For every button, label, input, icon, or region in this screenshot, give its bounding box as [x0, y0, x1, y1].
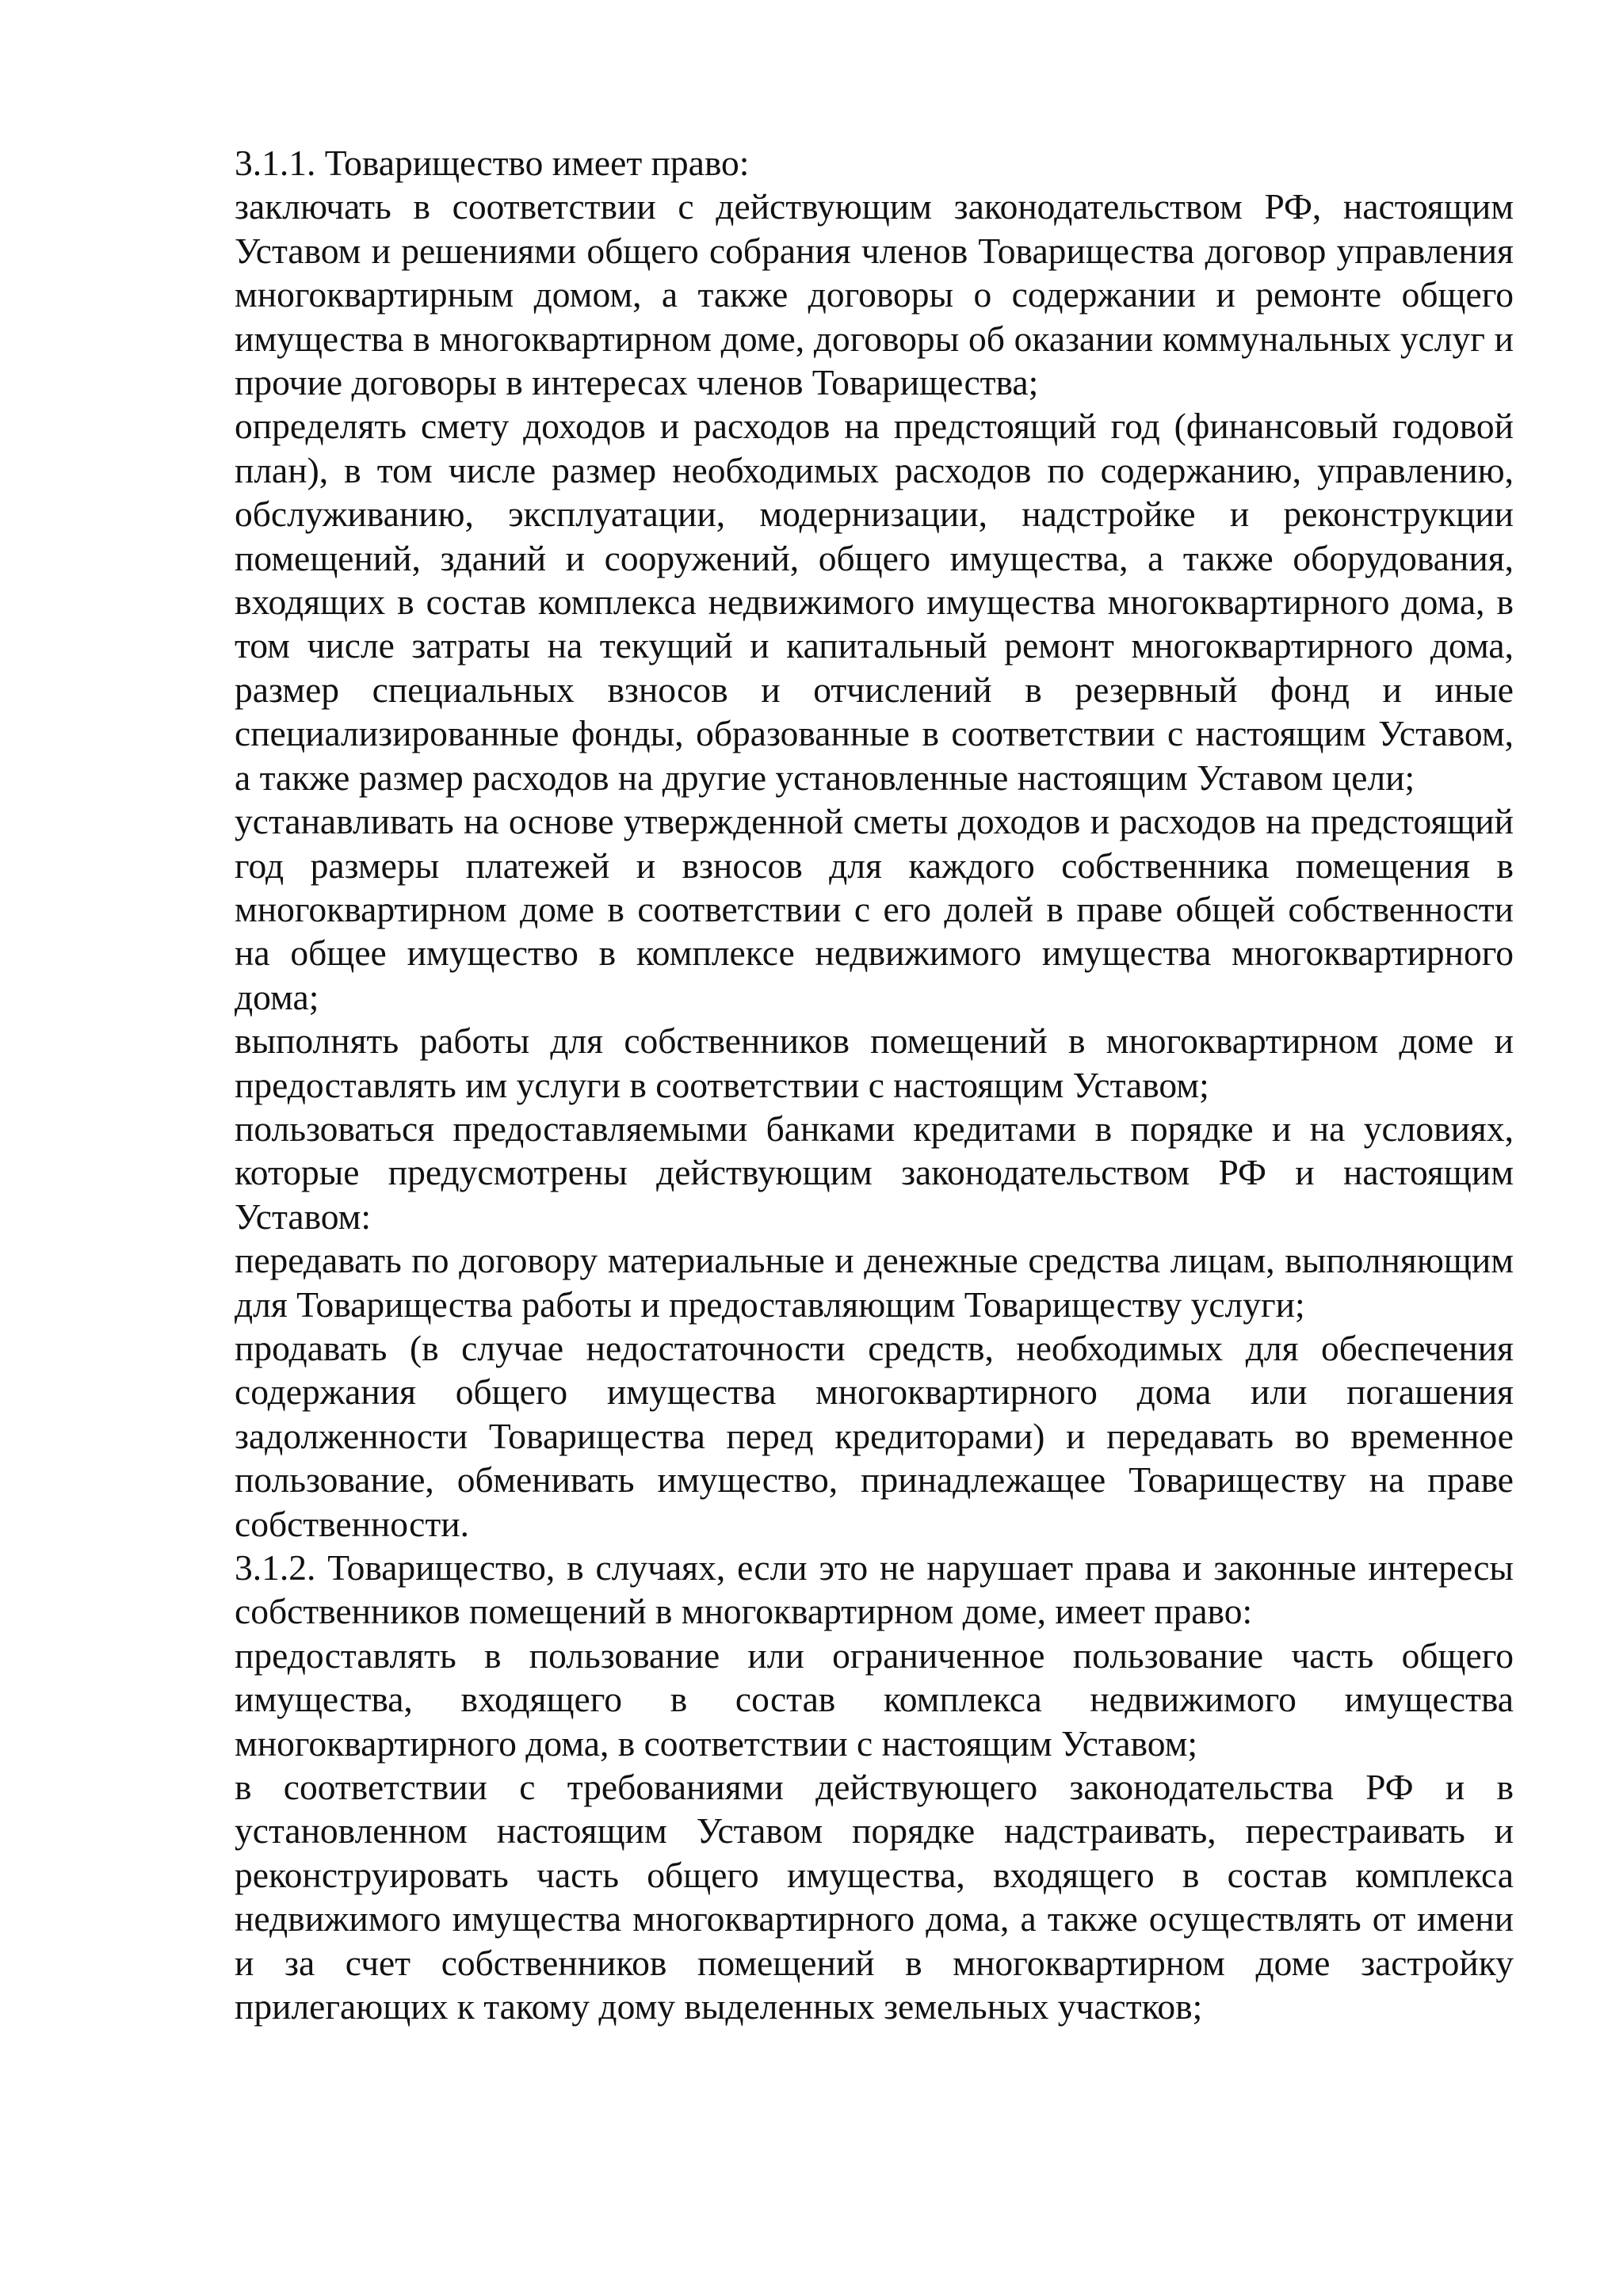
document-page	[235, 141, 1514, 2028]
section-heading-3-1-1: 3.1.1. Товарищество имеет право:	[235, 143, 750, 183]
paragraph-provide-use: предоставлять в пользование или ограниченное пользование часть общего имущества, входящего в состав комплекса недвижимого имущества многоквартирного дома, в соответствии с настоящим Уставом;	[235, 1634, 1514, 1764]
paragraph-reconstruct: в соответствии с требованиями действующего законодательства РФ и в установленном настоящим Уставом порядке надстраивать, перестраивать и реконструировать часть общего имущества, входящего в состав комплекса недвижимого имущества многоквартирного дома, а также осуществлять от имени и за счет собственников помещений в многоквартирном доме застройку прилегающих к такому дому выделенных земельных участков;	[235, 1767, 1514, 2027]
paragraph-sell-property: продавать (в случае недостаточности средств, необходимых для обеспечения содержания общего имущества многоквартирного дома или погашения задолженности Товарищества перед кредиторами) и передавать во временное пользование, обменивать имущество, принадлежащее Товариществу на праве собственности.	[235, 1327, 1514, 1544]
paragraph-bank-credits: пользоваться предоставляемыми банками кредитами в порядке и на условиях, которые предусмотрены действующим законодательством РФ и настоящим Уставом:	[235, 1108, 1514, 1237]
paragraph-payment-amounts: устанавливать на основе утвержденной сметы доходов и расходов на предстоящий год размеры платежей и взносов для каждого собственника помещения в многоквартирном доме в соответствии с его долей в праве общей собственности на общее имущество в комплексе недвижимого имущества многоквартирного дома;	[235, 801, 1514, 1017]
section-heading-3-1-2: 3.1.2. Товарищество, в случаях, если это не нарушает права и законные интересы собственников помещений в многоквартирном доме, имеет право:	[235, 1547, 1514, 1632]
paragraph-transfer-funds: передавать по договору материальные и денежные средства лицам, выполняющим для Товарищества работы и предоставляющим Товариществу услуги;	[235, 1240, 1514, 1325]
paragraph-budget-estimate: определять смету доходов и расходов на предстоящий год (финансовый годовой план), в том числе размер необходимых расходов по содержанию, управлению, обслуживанию, эксплуатации, модернизации, надстройке и реконструкции помещений, зданий и сооружений, общего имущества, а также оборудования, входящих в состав комплекса недвижимого имущества многоквартирного дома, в том числе затраты на текущий и капитальный ремонт многоквартирного дома, размер специальных взносов и отчислений в резервный фонд и иные специализированные фонды, образованные в соответствии с настоящим Уставом, а также размер расходов на другие установленные настоящим Уставом цели;	[235, 406, 1514, 798]
paragraph-perform-works: выполнять работы для собственников помещений в многоквартирном доме и предоставлять им услуги в соответствии с настоящим Уставом;	[235, 1020, 1514, 1105]
paragraph-conclude-contracts: заключать в соответствии с действующим законодательством РФ, настоящим Уставом и решениями общего собрания членов Товарищества договор управления многоквартирным домом, а также договоры о содержании и ремонте общего имущества в многоквартирном доме, договоры об оказании коммунальных услуг и прочие договоры в интересах членов Товарищества;	[235, 186, 1514, 403]
